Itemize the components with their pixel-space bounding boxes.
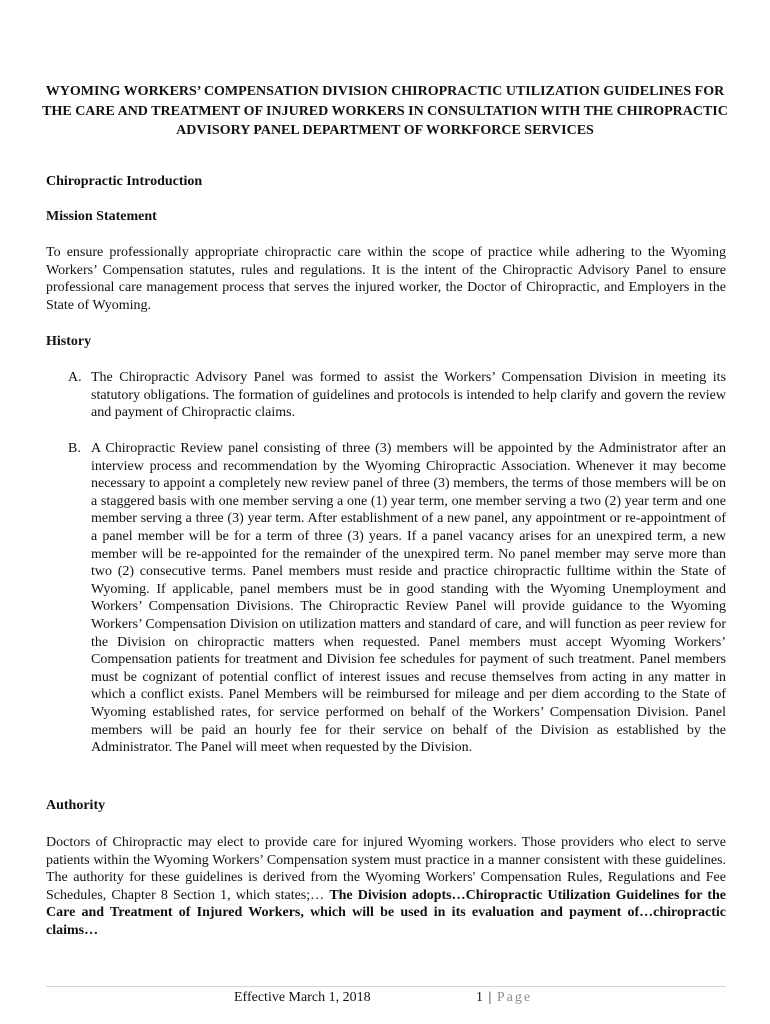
mission-statement-text: To ensure professionally appropriate chiropractic care within the scope of practice while adhering to the Wyoming Workers’ Compensation statutes, rules and regulations. It is the intent of the Chiropractic Advisory Panel to ensure professional care management process that serves the injured worker, the Doctor of Chiropractic, and Employers in the State of Wyoming. <box>46 245 726 313</box>
history-item-text: A Chiropractic Review panel consisting of three (3) members will be appointed by the Administrator after an interview process and recommendation by the Wyoming Chiropractic Association. Whenever it may become necessary to appoint a completely new review panel of three (3) members, the terms of those members will be on a staggered basis with one member serving a one (1) year term, one member serving a two (2) year term and one member serving a three (3) year term. After establishment of a new panel, any appointment or re-appointment of a panel member will be for a term of three (3) years. If a panel vacancy arises for an unexpired term, a new member will be re-appointed for the remainder of the unexpired term. No panel member may serve more than two (2) consecutive terms. Panel members must reside and practice chiropractic fulltime within the State of Wyoming. If applicable, panel members must be in good standing with the Wyoming Unemployment and Workers’ Compensation Divisions. The Chiropractic Review Panel will provide guidance to the Wyoming Workers’ Compensation Division on utilization matters and standard of care, and will function as peer review for the Division on chiropractic matters when requested. Panel members must accept Wyoming Workers’ Compensation patients for treatment and Division fee schedules for payment of such treatment. Panel members must be cognizant of potential conflict of interest issues and recuse themselves from acting in any matter in which a conflict exists. Panel Members will be reimbursed for mileage and per diem according to the State of Wyoming established rates, for service performed on behalf of the Workers’ Compensation Division. Panel members will be paid an hourly fee for their service on behalf of the Division as established by the Administrator. The Panel will meet when requested by the Division. <box>91 441 726 756</box>
authority-quote: The Division adopts…Chiropractic Utilization Guidelines for the Care and Treatment of Injured Workers, which will be used in its evaluation and payment of…chiropractic claims… <box>46 887 727 938</box>
page-number: 1 <box>476 990 483 1005</box>
history-item-a <box>68 369 726 422</box>
authority-text: Doctors of Chiropractic may elect to provide care for injured Wyoming workers. Those providers who elect to serve patients within the Wyoming Workers’ Compensation system must practice in a manner consistent with these guidelines. The authority for these guidelines is derived from the Wyoming Workers' Compensation Rules, Regulations and Fee Schedules, Chapter 8 Section 1, which states;… <box>46 835 726 903</box>
authority-heading: Authority <box>46 798 106 813</box>
authority-paragraph <box>46 834 726 940</box>
history-heading: History <box>46 334 92 349</box>
mission-statement-heading: Mission Statement <box>46 209 157 224</box>
page-separator: | <box>488 990 492 1005</box>
history-item-text: The Chiropractic Advisory Panel was formed to assist the Workers’ Compensation Division in meeting its statutory obligations. The formation of guidelines and protocols is intended to help clarify and govern the review and payment of Chiropractic claims. <box>91 370 726 421</box>
history-item-b <box>68 440 726 757</box>
footer-divider <box>46 986 726 987</box>
document-title: WYOMING WORKERS’ COMPENSATION DIVISION CHIROPRACTIC UTILIZATION GUIDELINES FOR THE CARE AND TREATMENT OF INJURED WORKERS IN CONSULTATION WITH THE CHIROPRACTIC ADVISORY PANEL DEPARTMENT OF WORKFORCE SERVICES <box>42 84 728 138</box>
introduction-heading: Chiropractic Introduction <box>46 174 203 189</box>
footer-page-number <box>476 989 532 1007</box>
page-label: Page <box>496 990 533 1005</box>
list-marker: B. <box>68 441 81 456</box>
list-marker: A. <box>68 370 82 385</box>
footer-effective-date: Effective March 1, 2018 <box>234 990 371 1005</box>
